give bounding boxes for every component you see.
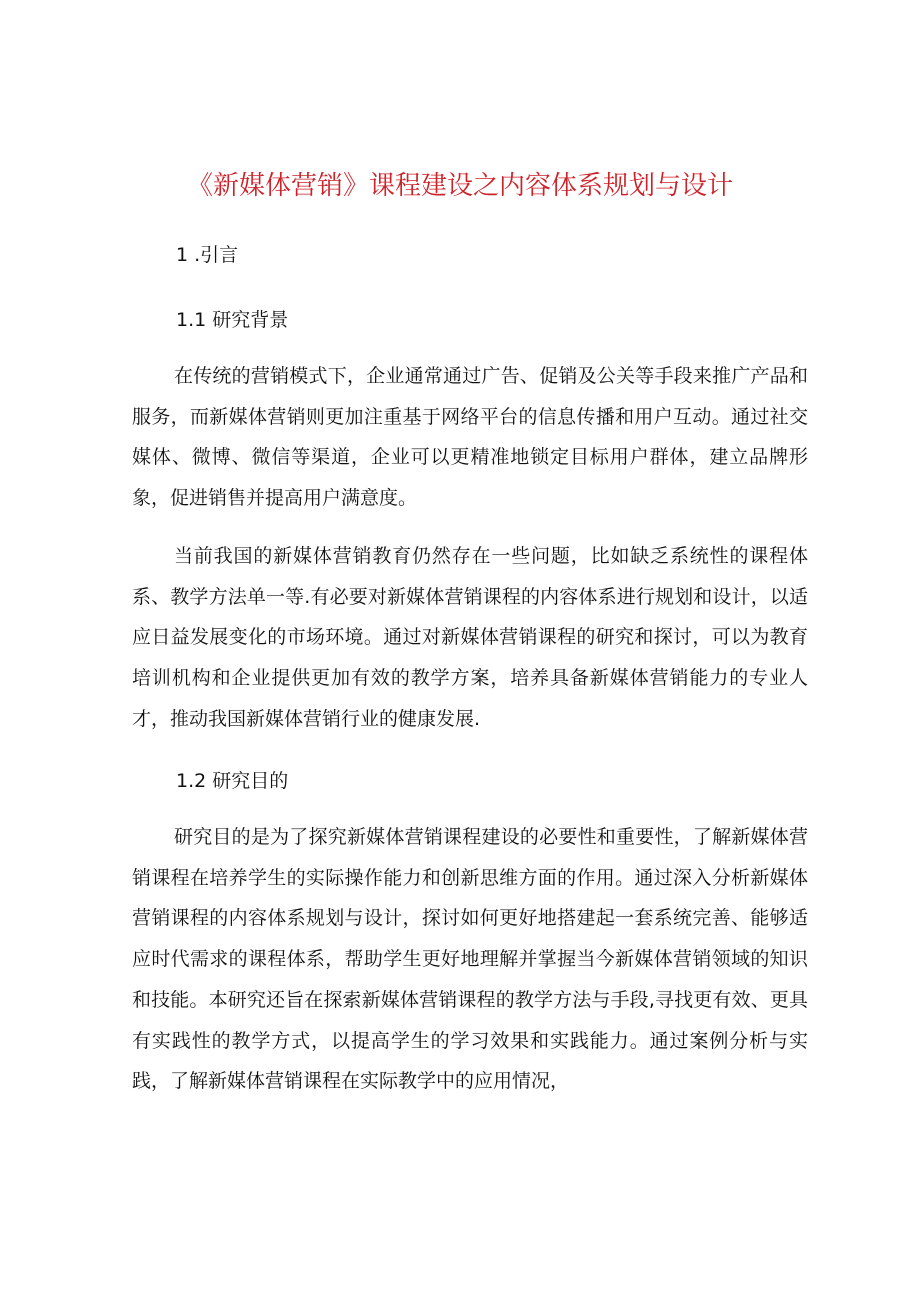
paragraph-research-purpose: 研究目的是为了探究新媒体营销课程建设的必要性和重要性，了解新媒体营销课程在培养学生的实际操作能力和创新思维方面的作用。通过深入分析新媒体营销课程的内容体系规划与设计，探讨如何更好地搭建起一套系统完善、能够适应时代需求的课程体系，帮助学生更好地理解并掌握当今新媒体营销领域的知识和技能。本研究还旨在探索新媒体营销课程的教学方法与手段,寻找更有效、更具有实践性的教学方式，以提高学生的学习效果和实践能力。通过案例分析与实践，了解新媒体营销课程在实际教学中的应用情况，: [132, 826, 808, 1093]
paragraph-background-1: 在传统的营销模式下，企业通常通过广告、促销及公关等手段来推广产品和服务，而新媒体营销则更加注重基于网络平台的信息传播和用户互动。通过社交媒体、微博、微信等渠道，企业可以更精准地锁定目标用户群体，建立品牌形象，促进销售并提高用户满意度。: [132, 365, 808, 510]
section-heading-introduction: 1 .引言: [176, 244, 239, 266]
section-heading-research-purpose: 1.2 研究目的: [176, 770, 289, 792]
section-heading-research-background: 1.1 研究背景: [176, 309, 289, 331]
paragraph-background-2: 当前我国的新媒体营销教育仍然存在一些问题，比如缺乏系统性的课程体系、教学方法单一等.有必要对新媒体营销课程的内容体系进行规划和设计，以适应日益发展变化的市场环境。通过对新媒体营销课程的研究和探讨，可以为教育培训机构和企业提供更加有效的教学方案，培养具备新媒体营销能力的专业人才，推动我国新媒体营销行业的健康发展.: [132, 545, 808, 730]
document-title: 《新媒体营销》课程建设之内容体系规划与设计: [186, 171, 733, 201]
